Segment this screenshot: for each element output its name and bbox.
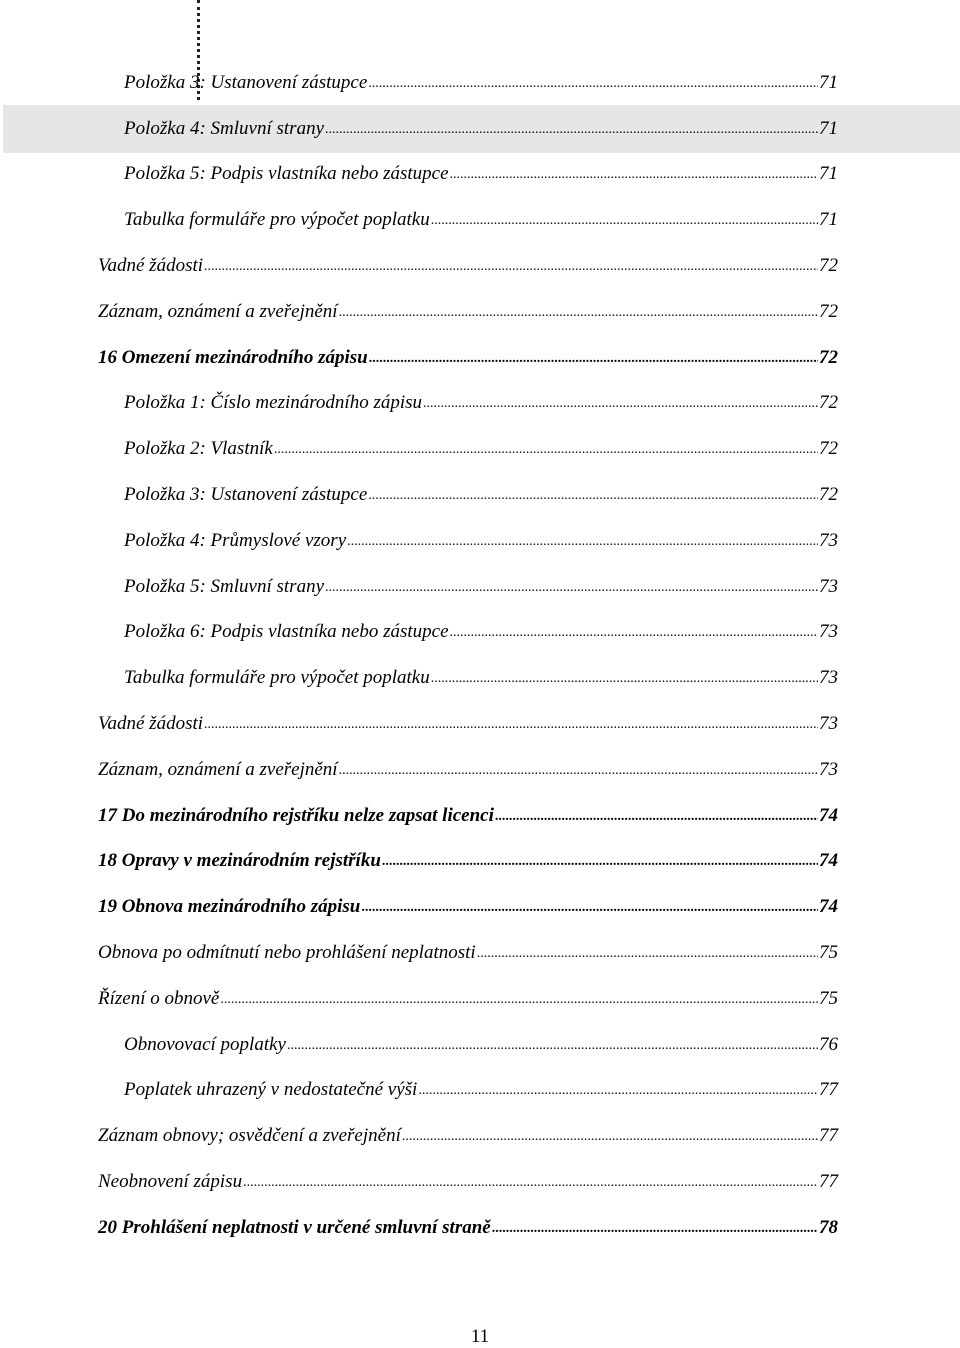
toc-entry-title: Obnova po odmítnutí nebo prohlášení neplatnosti — [98, 942, 476, 964]
toc-dot-leader — [339, 300, 818, 322]
toc-entry-title: Položka 3: Ustanovení zástupce — [124, 484, 368, 506]
toc-entry-title: Tabulka formuláře pro výpočet poplatku — [124, 209, 430, 231]
toc-dot-leader — [495, 804, 818, 826]
toc-entry-page: 73 — [819, 575, 838, 597]
toc-entry-page: 74 — [819, 896, 838, 918]
toc-entry-title: Položka 1: Číslo mezinárodního zápisu — [124, 392, 423, 414]
toc-entry-page: 75 — [819, 987, 838, 1009]
toc-dot-leader — [204, 254, 818, 276]
table-of-contents — [0, 60, 960, 1251]
toc-entry-title: Vadné žádosti — [98, 713, 204, 735]
toc-entry-page: 73 — [819, 758, 838, 780]
toc-entry-page: 74 — [819, 804, 838, 826]
toc-dot-leader — [423, 391, 818, 413]
toc-dot-leader — [450, 620, 818, 642]
toc-entry-page: 71 — [819, 117, 838, 139]
toc-entry[interactable] — [0, 472, 960, 518]
toc-entry-title: 18 Opravy v mezinárodním rejstříku — [98, 850, 381, 872]
toc-entry-page: 73 — [819, 713, 838, 735]
toc-entry[interactable] — [0, 426, 960, 472]
toc-entry-title: Položka 3: Ustanovení zástupce — [124, 71, 368, 93]
toc-dot-leader — [402, 1124, 818, 1146]
toc-entry[interactable] — [0, 1159, 960, 1205]
toc-entry-title: Položka 4: Smluvní strany — [124, 117, 325, 139]
toc-entry[interactable] — [0, 243, 960, 289]
toc-entry[interactable] — [0, 701, 960, 747]
toc-entry-page: 74 — [819, 850, 838, 872]
toc-entry[interactable] — [0, 518, 960, 564]
toc-entry[interactable] — [0, 655, 960, 701]
toc-dot-leader — [339, 758, 818, 780]
toc-entry[interactable] — [0, 381, 960, 427]
toc-entry[interactable] — [0, 197, 960, 243]
toc-entry-title: 20 Prohlášení neplatnosti v určené smluvní straně — [98, 1216, 491, 1238]
toc-entry-title: Neobnovení zápisu — [98, 1171, 243, 1193]
toc-entry-page: 71 — [819, 163, 838, 185]
toc-entry-page: 71 — [819, 209, 838, 231]
toc-entry-page: 73 — [819, 667, 838, 689]
toc-entry[interactable] — [0, 289, 960, 335]
toc-entry-title: 16 Omezení mezinárodního zápisu — [98, 346, 368, 368]
toc-entry[interactable] — [0, 976, 960, 1022]
toc-entry[interactable] — [0, 610, 960, 656]
toc-entry-title: 19 Obnova mezinárodního zápisu — [98, 896, 361, 918]
toc-entry[interactable] — [0, 1068, 960, 1114]
toc-entry[interactable] — [0, 564, 960, 610]
toc-entry-title: Vadné žádosti — [98, 255, 204, 277]
toc-entry[interactable] — [0, 106, 960, 152]
toc-entry-page: 78 — [819, 1216, 838, 1238]
toc-entry[interactable] — [0, 1113, 960, 1159]
toc-entry-page: 75 — [819, 942, 838, 964]
toc-dot-leader — [431, 208, 818, 230]
toc-dot-leader — [492, 1216, 818, 1238]
toc-entry-page: 76 — [819, 1033, 838, 1055]
toc-entry-page: 72 — [819, 392, 838, 414]
toc-dot-leader — [431, 666, 818, 688]
toc-dot-leader — [369, 346, 818, 368]
toc-dot-leader — [204, 712, 818, 734]
toc-entry[interactable] — [0, 839, 960, 885]
toc-entry-title: Položka 5: Smluvní strany — [124, 575, 325, 597]
toc-entry-title: Poplatek uhrazený v nedostatečné výši — [124, 1079, 418, 1101]
toc-entry-title: Řízení o obnově — [98, 987, 220, 1009]
toc-entry-page: 77 — [819, 1171, 838, 1193]
toc-entry[interactable] — [0, 152, 960, 198]
toc-entry-page: 71 — [819, 71, 838, 93]
toc-entry-title: Obnovovací poplatky — [124, 1033, 286, 1055]
toc-dot-leader — [418, 1078, 818, 1100]
toc-entry-title: Položka 2: Vlastník — [124, 438, 273, 460]
toc-entry-title: Tabulka formuláře pro výpočet poplatku — [124, 667, 430, 689]
toc-entry[interactable] — [0, 793, 960, 839]
toc-entry-page: 72 — [819, 346, 838, 368]
toc-entry-page: 77 — [819, 1079, 838, 1101]
toc-dot-leader — [325, 117, 818, 139]
toc-entry[interactable] — [0, 1022, 960, 1068]
toc-entry-page: 72 — [819, 300, 838, 322]
toc-dot-leader — [368, 71, 818, 93]
toc-dot-leader — [287, 1033, 818, 1055]
toc-dot-leader — [347, 529, 818, 551]
toc-entry-page: 72 — [819, 255, 838, 277]
toc-entry[interactable] — [0, 747, 960, 793]
toc-dot-leader — [477, 941, 818, 963]
toc-entry[interactable] — [0, 1205, 960, 1251]
toc-entry-title: Položka 4: Průmyslové vzory — [124, 529, 347, 551]
toc-entry-title: Záznam, oznámení a zveřejnění — [98, 300, 338, 322]
toc-entry-title: 17 Do mezinárodního rejstříku nelze zapsat licenci — [98, 804, 494, 826]
toc-dot-leader — [274, 437, 818, 459]
toc-entry-page: 72 — [819, 438, 838, 460]
toc-dot-leader — [243, 1170, 818, 1192]
toc-entry-title: Položka 5: Podpis vlastníka nebo zástupce — [124, 163, 449, 185]
toc-entry[interactable] — [0, 930, 960, 976]
toc-entry[interactable] — [0, 60, 960, 106]
toc-entry-page: 73 — [819, 529, 838, 551]
toc-entry[interactable] — [0, 335, 960, 381]
toc-dot-leader — [361, 895, 818, 917]
toc-entry-page: 73 — [819, 621, 838, 643]
toc-entry-page: 77 — [819, 1125, 838, 1147]
toc-dot-leader — [220, 987, 818, 1009]
toc-entry-title: Položka 6: Podpis vlastníka nebo zástupce — [124, 621, 449, 643]
toc-entry-page: 72 — [819, 484, 838, 506]
toc-dot-leader — [368, 483, 818, 505]
toc-dot-leader — [325, 575, 818, 597]
page-number: 11 — [470, 1326, 490, 1347]
toc-dot-leader — [450, 162, 818, 184]
toc-dot-leader — [382, 849, 818, 871]
toc-entry-title: Záznam, oznámení a zveřejnění — [98, 758, 338, 780]
toc-entry[interactable] — [0, 884, 960, 930]
toc-entry-title: Záznam obnovy; osvědčení a zveřejnění — [98, 1125, 401, 1147]
